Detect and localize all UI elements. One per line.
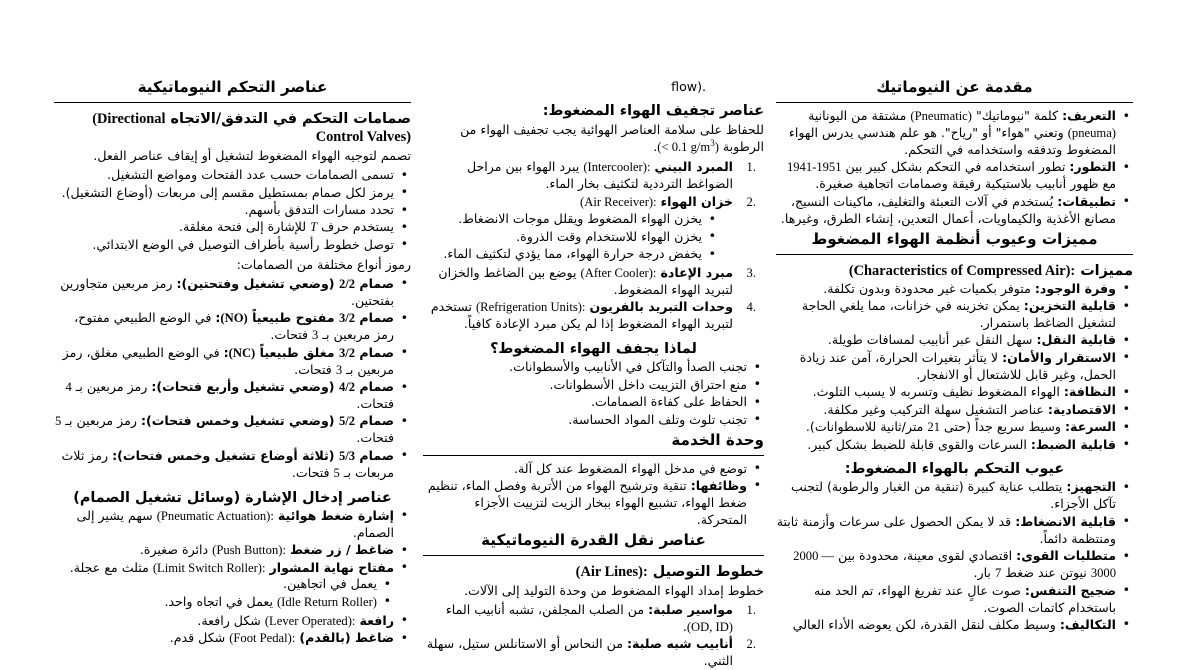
sub-list <box>423 211 719 263</box>
list-why-dry-air <box>423 359 764 428</box>
list-item: • قابلية النقل: سهل النقل عبر أنابيب لمسافات طويلة. <box>776 332 1133 349</box>
list-item: • توصل خطوط رأسية بأطراف التوصيل في الوضع الابتدائي. <box>54 237 411 254</box>
heading-advantages-disadvantages: مميزات وعيوب أنظمة الهواء المضغوط <box>776 230 1133 255</box>
list-item-text: وحدات التبريد بالفريون (Refrigeration Units): تستخدم لتبريد الهواء المضغوط إذا لم يكن مبرد الإعادة كافياً. <box>430 299 733 332</box>
lead-air-lines: خطوط إمداد الهواء المضغوط من وحدة التوليد إلى الآلات. <box>464 582 764 598</box>
list-item: • توضع في مدخل الهواء المضغوط عند كل آلة. <box>423 461 764 478</box>
list-air-drying-elements <box>423 159 764 333</box>
list-item: مواسير صلبة: من الصلب المجلفن، تشبه أنابيب الماء (OD, ID). <box>445 601 733 634</box>
column-right <box>46 78 411 646</box>
list-item: • يستخدم حرف T للإشارة إلى فتحة مغلقة. <box>54 219 411 236</box>
list-advantages <box>776 281 1133 454</box>
list-item: • صمام 5/2 (وضعي تشغيل وخمس فتحات): رمز مربعين بـ 5 فتحات. <box>54 413 411 447</box>
subheading-air-lines: خطوط التوصيل (Air Lines): <box>575 563 764 580</box>
column-left <box>776 78 1141 632</box>
heading-signal-input-elements: عناصر إدخال الإشارة (وسائل تشغيل الصمام) <box>73 489 392 506</box>
column-middle <box>411 78 776 669</box>
list-item: • تجنب تلوث وتلف المواد الحساسة. <box>423 412 764 429</box>
valve-symbols-intro: رموز أنواع مختلفة من الصمامات: <box>236 256 411 272</box>
list-item: • النظافة: الهواء المضغوط نظيف وتسربه لا يسبب التلوث. <box>776 384 1133 401</box>
list-item: • تطبيقات: يُستخدم في آلات التعبئة والتغليف، ماكينات النسيج، مصانع الأغذية والكيماويات، أعمال التعدين، إنشاء الطرق، وغيرها. <box>776 194 1133 228</box>
list-item: • وظائفها: تنقية وترشيح الهواء من الأتربة وفصل الماء، تنظيم ضغط الهواء، تشبيع الهواء ببخار الزيت لتزييت الأجزاء المتحركة. <box>423 478 764 529</box>
sub-list-item: • يخزن الهواء المضغوط ويقلل موجات الانضغاط. <box>423 211 719 228</box>
list-item <box>423 299 764 333</box>
list-item: • صمام 5/3 (ثلاثة أوضاع تشغيل وخمس فتحات): رمز ثلاث مربعات بـ 5 فتحات. <box>54 448 411 482</box>
heading-power-transmission-elements: عناصر نقل القدرة النيوماتيكية <box>423 531 764 556</box>
list-item: • متطلبات القوى: اقتصادي لقوى معينة، محدودة بين 2000 — 3000 نيوتن عند ضغط 7 بار. <box>776 548 1133 582</box>
list-item: • صمام 3/2 مغلق طبيعياً (NC): في الوضع الطبيعي مغلق، رمز مربعين بـ 3 فتحات. <box>54 345 411 379</box>
list-item: • يرمز لكل صمام بمستطيل مقسم إلى مربعات (أوضاع التشغيل). <box>54 185 411 202</box>
continued-text-fragment: flow). <box>671 79 706 94</box>
list-item: • التجهيز: يتطلب عناية كبيرة (تنقية من الغبار والرطوبة) لتجنب تآكل الأجزاء. <box>776 479 1133 513</box>
heading-pneumatic-control-elements: عناصر التحكم النيوماتيكية <box>54 78 411 103</box>
list-item: • صمام 4/2 (وضعي تشغيل وأربع فتحات): رمز مربعين بـ 4 فتحات. <box>54 379 411 413</box>
sub-list-item: • (Idle Return Roller) يعمل في اتجاه واحد. <box>54 594 394 611</box>
list-item: • السرعة: وسيط سريع جداً (حتى 21 متر/ثانية للاسطوانات). <box>776 419 1133 436</box>
list-disadvantages <box>776 479 1133 633</box>
three-column-layout <box>46 78 1145 669</box>
list-item-text: مفتاح نهاية المشوار (Limit Switch Roller): مثلث مع عجلة. <box>69 559 394 575</box>
list-item: • قابلية التخزين: يمكن تخزينه في خزانات، مما يلغي الحاجة لتشغيل الضاغط باستمرار. <box>776 298 1133 332</box>
lead-air-drying: للحفاظ على سلامة العناصر الهوائية يجب تجفيف الهواء من الرطوبة (< 0.1 $g/m^3$). <box>460 122 764 155</box>
subheading-disadvantages: عيوب التحكم بالهواء المضغوط: <box>844 461 1065 478</box>
list-item: • ضجيج التنفس: صوت عالٍ عند تفريغ الهواء، تم الحد منه باستخدام كاتمات الصوت. <box>776 583 1133 617</box>
list-item: • قابلية الانضغاط: قد لا يمكن الحصول على سرعات وأزمنة ثابتة ومنتظمة دائماً. <box>776 514 1133 548</box>
list-item: • تسمى الصمامات حسب عدد الفتحات ومواضع التشغيل. <box>54 167 411 184</box>
list-air-line-types <box>423 602 764 670</box>
list-item: • الحفاظ على كفاءة الصمامات. <box>423 394 764 411</box>
sub-list-item: • يخفض درجة حرارة الهواء، مما يؤدي لتكثيف الماء. <box>423 246 719 263</box>
list-item-text: رافعة (Lever Operated): شكل رافعة. <box>197 612 394 628</box>
heading-intro-pneumatics: مقدمة عن النيوماتيك <box>776 78 1133 103</box>
list-item: • تجنب الصدأ والتآكل في الأنابيب والأسطوانات. <box>423 359 764 376</box>
sub-list-item: • يعمل في اتجاهين. <box>54 576 394 593</box>
list-item: • الاستقرار والأمان: لا يتأثر بتغيرات الحرارة، آمن عند زيادة الحمل، وغير قابل للاشتعال أو الانفجار. <box>776 350 1133 384</box>
list-item: • التكاليف: وسيط مكلف لنقل القدرة، لكن يعوضه الأداء العالي <box>776 617 1133 634</box>
list-item-text: ضاغط / زر ضغط (Push Button): دائرة صغيرة. <box>139 542 394 558</box>
list-item-text: ضاغط (بالقدم) (Foot Pedal): شكل قدم. <box>169 630 394 646</box>
subheading-directional-control-valves: صمامات التحكم في التدفق/الاتجاه (Directional Control Valves) <box>92 111 411 145</box>
heading-why-dry-air: لماذا يجفف الهواء المضغوط؟ <box>490 341 697 358</box>
heading-service-unit: وحدة الخدمة <box>423 431 764 456</box>
list-item <box>54 613 411 630</box>
heading-air-drying-elements: عناصر تجفيف الهواء المضغوط: <box>542 103 764 120</box>
list-item: • التطور: تطور استخدامه في التحكم بشكل كبير بين 1941-1951 مع ظهور أنابيب بلاستيكية رقيقة وصمامات اتجاهية صغيرة. <box>776 159 1133 193</box>
list-item <box>423 159 764 193</box>
list-item: • صمام 3/2 مفتوح طبيعياً (NO): في الوضع الطبيعي مفتوح، رمز مربعين بـ 3 فتحات. <box>54 310 411 344</box>
sub-list <box>54 576 394 610</box>
list-item-text: خزان الهواء (Air Receiver): <box>580 193 733 209</box>
list-item <box>423 194 764 263</box>
subheading-advantages: مميزات (Characteristics of Compressed Air): <box>848 262 1133 279</box>
list-intro-pneumatics <box>776 108 1133 228</box>
list-item: • صمام 2/2 (وضعي تشغيل وفتحتين): رمز مربعين متجاورين بفتحتين. <box>54 276 411 310</box>
list-item-text: المبرد البيني (Intercooler): يبرد الهواء بين مراحل الضواغط الترددية لتكثيف بخار الماء. <box>466 159 733 192</box>
list-signal-input-elements <box>54 508 411 648</box>
sub-list-item: • يخزن الهواء للاستخدام وقت الذروة. <box>423 229 719 246</box>
list-item <box>54 560 411 611</box>
list-item: • التعريف: كلمة "نيوماتيك" (Pneumatic) مشتقة من اليونانية (pneuma) وتعني "هواء" أو "رياح". هو علم هندسي يدرس الهواء المضغوط وتدفقه واستخدامه في التحكم. <box>776 108 1133 159</box>
list-item <box>54 542 411 559</box>
list-item: • الاقتصادية: عناصر التشغيل سهلة التركيب وغير مكلفة. <box>776 402 1133 419</box>
list-service-unit <box>423 461 764 529</box>
lead-directional-control-valves: تصمم لتوجيه الهواء المضغوط لتشغيل أو إيقاف عناصر الفعل. <box>93 148 411 163</box>
list-item: • منع احتراق التزييت داخل الأسطوانات. <box>423 377 764 394</box>
list-item: • وفرة الوجود: متوفر بكميات غير محدودة وبدون تكلفة. <box>776 281 1133 298</box>
list-item-text: مبرد الإعادة (After Cooler): يوضع بين الضاغط والخزان لتبريد الهواء المضغوط. <box>438 265 733 297</box>
list-item <box>423 265 764 299</box>
list-item-text: إشارة ضغط هوائية (Pneumatic Actuation): سهم يشير إلى الصمام. <box>76 507 394 540</box>
list-item: • تحدد مسارات التدفق بأسهم. <box>54 202 411 219</box>
list-item: • قابلية الضبط: السرعات والقوى قابلة للضبط بشكل كبير. <box>776 437 1133 454</box>
list-item <box>54 630 411 647</box>
list-item <box>54 508 411 542</box>
list-valve-properties <box>54 167 411 254</box>
list-valve-types <box>54 276 411 482</box>
list-item: أنابيب شبه صلبة: من النحاس أو الاستانلس ستيل، سهلة الثني. <box>426 636 733 669</box>
